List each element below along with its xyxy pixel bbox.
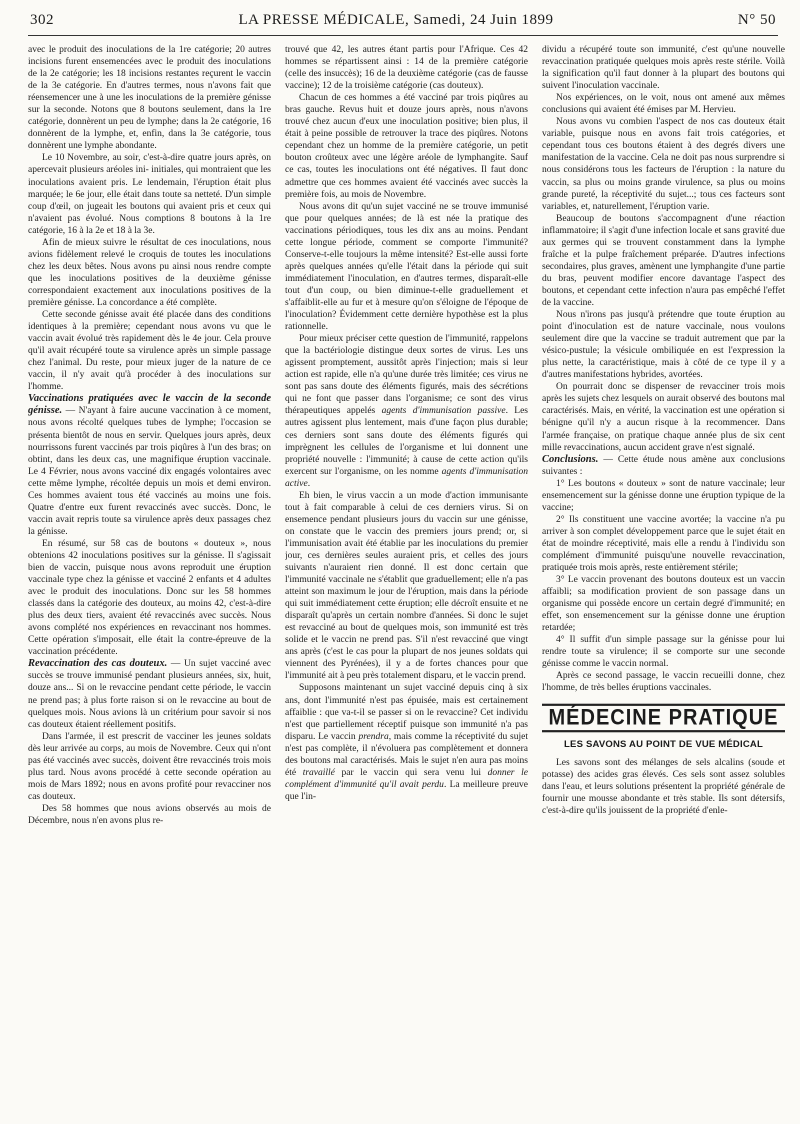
article-title: LES SAVONS AU POINT DE VUE MÉDICAL — [564, 738, 763, 750]
paragraph — [285, 333, 528, 490]
emphasis: agents d'immunisation passive — [381, 406, 506, 417]
emphasis: donner le complément d'immunité qu'il avait perdu — [285, 767, 528, 790]
paragraph-text: — Cette étude nous amène aux conclusions suivantes : — [542, 454, 785, 477]
paragraph: Cette seconde génisse avait été placée dans des conditions identiques à la première; cependant nous avons vu que le vaccin avait évolué très rapidement dès le 4e jour. Cela prouve qu'il avait récupéré toute sa virulence après un simple passage chez l'animal. Du reste, pour mieux juger de la nature de ce vaccin, il n'y avait qu'à procéder à des inoculations sur l'homme. — [28, 310, 271, 393]
paragraph-text: Supposons maintenant un sujet vacciné depuis cinq à six ans, dont l'immunité n'est pas épuisée, mais est certainement affaiblie : que va-t-il se passer si on le revaccine? Cet individu n'est que partiellement réceptif puisque son immunité n'a pas disparu. Le vaccin — [285, 683, 528, 742]
paragraph: En résumé, sur 58 cas de boutons « douteux », nous obtenions 42 inoculations positives sur la génisse. Il s'agissait bien de vaccin, puisque nous avons reproduit une éruption vaccinale type chez la génisse et vacciné 2 enfants et 4 adultes avec le produit des inoculations. Donc sur les 58 hommes classés dans la catégorie des douteux, au moins 42, c'est-à-dire plus des deux tiers, avaient été revaccinés avec succès. Nous avons complété nos expériences en revaccinant nos hommes. Cette opération s'imposait, elle était la contre-épreuve de la vaccination précédente. — [28, 538, 271, 658]
conclusion-item: 3° Le vaccin provenant des boutons douteux est un vaccin affaibli; sa modification provient de son passage dans un organisme qui possède encore un certain degré d'immunité; en effet, son ensemencement sur la génisse donne une éruption retardée; — [542, 575, 785, 634]
paragraph: avec le produit des inoculations de la 1re catégorie; 20 autres incisions furent ensemencées avec le produit des inoculations de la 2e catégorie; les 18 incisions restantes reçurent le vaccin de la 3e catégorie. En d'autres termes, nous n'avons fait que réensemencer une à une les inoculations de la première génisse sur la seconde. Notons que 8 boutons seulement, dans la 1re catégorie, donnèrent un peu de lymphe; dans la 2e catégorie, 16 donnèrent de la lymphe, et, enfin, dans la 3e catégorie, tous donnèrent une lymphe abondante. — [28, 45, 271, 152]
conclusions-list — [542, 478, 785, 671]
paragraph-text: — N'ayant à faire aucune vaccination à ce moment, nous avons récolté quelques tubes de lymphe; l'occasion se présenta bientôt de nous en servir. Quelques jours après, deux nourrissons furent vaccinés par trois piqûres à l'un des bras; on obtint, dans les deux cas, une magnifique éruption vaccinale. Le 4 Février, nous avons vacciné dix engagés volontaires avec cette même lymphe, récoltée depuis un mois et demi environ. Ces hommes avaient tous été vaccinés au moins une fois. Quatre d'entre eux furent revaccinés avec succès. Donc, le vaccin avait repris toute sa virulence après deux passages chez la génisse. — [28, 406, 271, 537]
column-2 — [285, 44, 528, 1124]
column-3 — [542, 44, 785, 1124]
paragraph-text: — Un sujet vacciné avec succès se trouve immunisé pendant plusieurs années, six, huit, douze ans... Si on le revaccine pendant cette période, le vaccin ne prend pas; à plus forte raison si on le revaccine au bout de quelques mois. Nous avions là un critérium pour savoir si nos cas douteux étaient réellement positifs. — [28, 659, 271, 730]
paragraph: Chacun de ces hommes a été vacciné par trois piqûres au bras gauche. Revus huit et douze jours après, nous n'avons trouvé chez aucun d'eux une inoculation positive; bien plus, il était à peine possible de retrouver la trace des piqûres. Notons cependant chez un homme de la première catégorie, un petit bouton croûteux avec une légère aréole de lymphangite. Sauf ce cas, toutes les inoculations ont été négatives. Il faut donc admettre que ces hommes avaient été vaccinés avec succès la première fois, au mois de Novembre. — [285, 93, 528, 200]
paragraph: Nous n'irons pas jusqu'à prétendre que toute éruption au point d'inoculation est de nature vaccinale, nous voulons seulement dire que la vaccine se traduit autrement que par la vésico-pustule; la vésicule ombiliquée en est l'expression la plus nette, la caractéristique, mais à côté de ce type il y a d'autres manifestations hybrides, avortées. — [542, 310, 785, 381]
paragraph: Eh bien, le virus vaccin a un mode d'action immunisante tout à fait comparable à celui de ces derniers virus. Si on ensemence pendant plusieurs jours du vaccin sur une génisse, on constate que le vaccin des premiers jours prend; or, si l'immunisation avait été établie par les inoculations du premier jour, ces dernières seules auraient pris, et celles des jours suivants n'auraient rien donné. Il est donc certain que l'immunité vaccinale ne s'établit que graduellement; elle n'a pas atteint son maximum le jour de l'éruption, mais dans la période qui suit immédiatement cette éruption; elle décroît ensuite et ne disparaît qu'après un certain nombre d'années. Si donc le sujet est revacciné au bout de quelques mois, son immunité est très solide et le vaccin ne prend pas. S'il n'est revacciné que vingt ans après (c'est le cas pour la plupart de nos jeunes soldats qui viennent des Pyrénées), il y a de fortes chances pour que l'immunité ait à peu près totalement disparu, et le vaccin prend. — [285, 490, 528, 682]
paragraph: Les savons sont des mélanges de sels alcalins (soude et potasse) des acides gras élevés. Ces sels sont assez solubles dans l'eau, et leurs solutions présentent la propriété générale de fournir une mousse abondante et très stable. Ils sont détersifs, c'est-à-dire qu'ils jouissent de la propriété d'enle- — [542, 757, 785, 816]
running-header — [28, 10, 778, 36]
paragraph-text: . Les autres agissent plus lentement, mais d'une façon plus durable; ces derniers sont sans doute des éléments figurés qui imprègnent les cellules de l'organisme et lui donnent une propriété nouvelle : l'immunité; à cause de cette action qu'ils exercent sur l'organisme, on les nomme — [285, 406, 528, 477]
paragraph: Le 10 Novembre, au soir, c'est-à-dire quatre jours après, on apercevait plusieurs aréoles ini- initiales, qui montraient que les inoculations avaient pris. Le lendemain, l'éruption était plus marquée; le 6e jour, elle était dans toute sa netteté. D'un simple coup d'œil, on jugeait les boutons qui avaient pris et ceux qui n'avaient pas évolué. Nous comptions 8 boutons à la 1re catégorie, 16 à la 2e et 18 à la 3e. — [28, 153, 271, 236]
paragraph-text: . — [307, 478, 311, 489]
subsection-heading: Vaccinations pratiquées avec le vaccin de la seconde génisse. — [28, 393, 271, 417]
paragraph-text: . La meilleure preuve que l'in- — [285, 779, 528, 802]
paragraph: Beaucoup de boutons s'accompagnent d'une réaction inflammatoire; il s'agit d'une infection locale et sans gravité due aux germes qui se trouvent constamment dans la lymphe fraîche et la pulpe fraîchement préparée. D'autres infections secondaires, plus graves, amènent une lymphangite d'une partie du bras, peuvent modifier encore davantage l'aspect des boutons, et cependant cette infection n'aura pas empêché l'effet de la vaccine. — [542, 213, 785, 308]
emphasis: agents d'immunisation active — [285, 466, 528, 489]
page-number: 302 — [30, 12, 54, 28]
conclusion-item: 2° Ils constituent une vaccine avortée; la vaccine n'a pu arriver à son complet développement parce que le sujet était en état de moindre réceptivité, mais elle a rendu à l'individu son complément d'immunité puisqu'une nouvelle revaccination, pratiquée trois mois après, reste entièrement stérile; — [542, 514, 785, 574]
subsection-heading: Revaccination des cas douteux. — [28, 658, 168, 670]
paragraph: Dans l'armée, il est prescrit de vacciner les jeunes soldats dès leur arrivée au corps, au mois de Novembre. Ceux qui n'ont pas été vaccinés avec succès, doivent être revaccinés trois mois plus tard. Nous avons procédé à cette seconde opération au mois de Mars 1892; nous en avons profité pour revacciner nos cas douteux. — [28, 731, 271, 802]
paragraph-text: Pour mieux préciser cette question de l'immunité, rappelons que la bactériologie distingue deux sortes de virus. Les uns agissent promptement, aussitôt après l'injection; mais si leur action est rapide, elle n'a qu'une durée très limitée; ces virus ne sont pas sans doute des éléments figurés, mais des sécrétions qui ne font que passer dans l'organisme; ce sont des virus thérapeutiques appelés — [285, 334, 528, 417]
conclusions-heading: Conclusions. — [542, 453, 599, 465]
column-1 — [28, 44, 271, 1124]
conclusion-item: 4° Il suffit d'un simple passage sur la génisse pour lui rendre toute sa virulence; il se comporte sur une seconde génisse comme le vaccin normal. — [542, 635, 785, 670]
paragraph: Après ce second passage, le vaccin recueilli donne, chez l'homme, de très belles éruptions vaccinales. — [542, 671, 785, 694]
emphasis: travaillé — [302, 767, 335, 778]
paragraph-text: par le vaccin qui sera venu lui — [334, 767, 488, 778]
paragraph: dividu a récupéré toute son immunité, c'est qu'une nouvelle revaccination pratiquée quelques mois après reste stérile. Voilà la signification qu'il faut donner à la plupart des boutons qui suivent l'inoculation vaccinale. — [542, 45, 785, 92]
paragraph: On pourrait donc se dispenser de revacciner trois mois après les sujets chez lesquels on aurait observé des boutons mal caractérisés. Mais, en vérité, la vaccination est une opération si bénigne qu'il n'y a aucun risque à la recommencer. Dans l'armée française, on pratique chaque année plus de six cent mille revaccinations, aucun accident grave n'est signalé. — [542, 382, 785, 453]
journal-title: LA PRESSE MÉDICALE, Samedi, 24 Juin 1899 — [238, 12, 554, 28]
section-banner: MÉDECINE PRATIQUE — [542, 703, 785, 732]
paragraph: Nous avons vu combien l'aspect de nos cas douteux était variable, puisque nous en avons fait trois catégories, et cependant tous ces boutons étaient à des degrés divers une manifestation de la vaccine. Cela ne doit pas nous surprendre si nous considérons tous les facteurs de l'éruption : la nature du vaccin, sa plus ou moins grande virulence, sa plus ou moins grande pureté, la réceptivité du sujet...; tous ces facteurs sont variables, et, naturellement, l'éruption varie. — [542, 117, 785, 212]
paragraph-text: , mais comme la réceptivité du sujet n'est pas complète, il n'évoluera pas complètement et donnera des boutons mal caractérisés. Mais le sujet n'en aura pas moins été — [285, 731, 528, 778]
emphasis: prendra — [358, 731, 389, 742]
paragraph: Des 58 hommes que nous avions observés au mois de Décembre, nous n'en avons plus re- — [28, 803, 271, 826]
text-columns — [28, 44, 785, 1124]
paragraph: Afin de mieux suivre le résultat de ces inoculations, nous avions fidèlement relevé le croquis de toutes les inoculations chez les deux bêtes. Nous avons pu ainsi nous rendre compte que les inoculations positives de la deuxième génisse correspondaient exactement aux inoculations positives de la première génisse. La concordance a été complète. — [28, 237, 271, 308]
paragraph: Nos expériences, on le voit, nous ont amené aux mêmes conclusions qui avaient été émises par M. Hervieu. — [542, 93, 785, 116]
conclusion-item: 1° Les boutons « douteux » sont de nature vaccinale; leur ensemencement sur la génisse donne une éruption typique de la vaccine; — [542, 478, 785, 513]
paragraph — [285, 682, 528, 802]
issue-number: N° 50 — [737, 12, 776, 28]
paragraph: trouvé que 42, les autres étant partis pour l'Afrique. Ces 42 hommes se répartissent ainsi : 14 de la première catégorie (celle des insuccès); 16 de la deuxième catégorie (cas de fausse vaccine); 12 de la troisième catégorie (cas douteux). — [285, 45, 528, 92]
paragraph: Nous avons dit qu'un sujet vacciné ne se trouve immunisé que pour quelques années; de là est née la pratique des vaccinations périodiques, tous les dix ans au moins. Pendant cette longue période, comment se comporte l'immunité? Conserve-t-elle toujours la même intensité? Est-elle aussi forte après quelques années qu'elle l'était dans la période qui suit immédiatement l'inoculation, en d'autres termes, disparaît-elle tout d'un coup, ou bien diminue-t-elle graduellement et s'affaiblit-elle au fur et à mesure qu'on s'éloigne de l'époque de l'inoculation? Évidemment cette dernière hypothèse est la plus rationnelle. — [285, 201, 528, 333]
